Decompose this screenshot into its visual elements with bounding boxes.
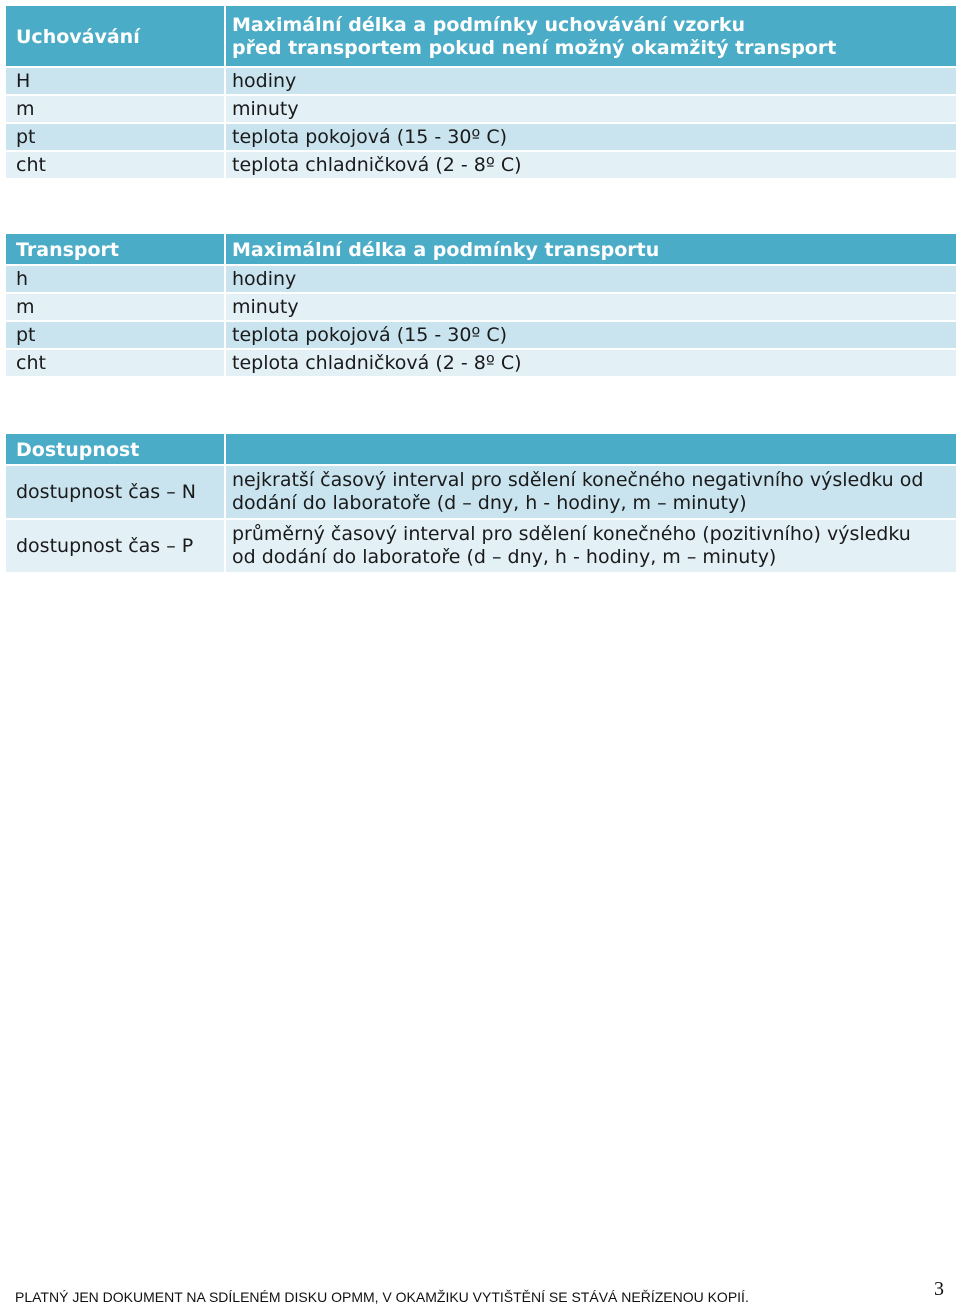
table-row (5, 321, 957, 349)
table-row (5, 67, 957, 95)
legend-code: dostupnost čas – N (5, 465, 225, 519)
uchovavani-header-desc-line2: před transportem pokud není možný okamžitý transport (232, 37, 837, 59)
legend-desc: teplota pokojová (15 - 30º C) (225, 321, 957, 349)
table-row (5, 95, 957, 123)
dostupnost-header-row (5, 433, 957, 465)
legend-desc-line2: dodání do laboratoře (d – dny, h - hodiny, m – minuty) (232, 492, 747, 514)
legend-desc: teplota chladničková (2 - 8º C) (225, 151, 957, 179)
legend-desc-line1: průměrný časový interval pro sdělení konečného (pozitivního) výsledku (232, 523, 911, 546)
dostupnost-header-desc (225, 433, 957, 465)
legend-code: h (5, 265, 225, 293)
table-row (5, 293, 957, 321)
legend-code: H (5, 67, 225, 95)
table-row (5, 465, 957, 519)
legend-desc: teplota chladničková (2 - 8º C) (225, 349, 957, 377)
legend-code: cht (5, 349, 225, 377)
legend-code: pt (5, 123, 225, 151)
dostupnost-table (4, 432, 958, 574)
dostupnost-header-code: Dostupnost (5, 433, 225, 465)
transport-header-desc: Maximální délka a podmínky transportu (225, 233, 957, 265)
legend-desc: hodiny (225, 265, 957, 293)
legend-desc-line1: nejkratší časový interval pro sdělení konečného negativního výsledku od (232, 469, 924, 492)
legend-desc (225, 465, 957, 519)
legend-code: cht (5, 151, 225, 179)
transport-header-row (5, 233, 957, 265)
table-row (5, 123, 957, 151)
table-row (5, 151, 957, 179)
uchovavani-header-code: Uchovávání (5, 5, 225, 67)
legend-desc: minuty (225, 95, 957, 123)
legend-desc (225, 519, 957, 573)
uchovavani-header-row (5, 5, 957, 67)
table-row (5, 265, 957, 293)
legend-desc: hodiny (225, 67, 957, 95)
uchovavani-table (4, 4, 958, 180)
legend-desc: teplota pokojová (15 - 30º C) (225, 123, 957, 151)
transport-table (4, 232, 958, 378)
uchovavani-header-desc-line1: Maximální délka a podmínky uchovávání vzorku (232, 14, 745, 37)
footer-notice: PLATNÝ JEN DOKUMENT NA SDÍLENÉM DISKU OPMM, V OKAMŽIKU VYTIŠTĚNÍ SE STÁVÁ NEŘÍZENOU KOPIÍ. (15, 1289, 749, 1305)
uchovavani-header-desc (225, 5, 957, 67)
legend-code: m (5, 293, 225, 321)
legend-code: dostupnost čas – P (5, 519, 225, 573)
legend-desc: minuty (225, 293, 957, 321)
transport-header-code: Transport (5, 233, 225, 265)
page-number: 3 (934, 1278, 944, 1300)
legend-code: m (5, 95, 225, 123)
table-row (5, 519, 957, 573)
table-row (5, 349, 957, 377)
legend-code: pt (5, 321, 225, 349)
legend-desc-line2: od dodání do laboratoře (d – dny, h - hodiny, m – minuty) (232, 546, 777, 568)
